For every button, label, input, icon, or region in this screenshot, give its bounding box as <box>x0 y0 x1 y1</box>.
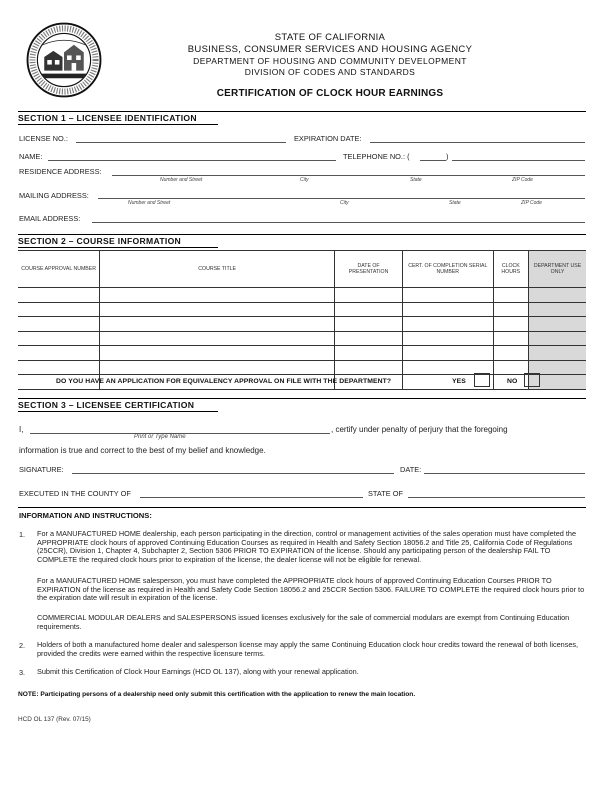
license-no-field[interactable] <box>76 142 286 143</box>
license-no-label: LICENSE NO.: <box>19 134 68 143</box>
equivalency-question: DO YOU HAVE AN APPLICATION FOR EQUIVALENCY APPROVAL ON FILE WITH THE DEPARTMENT? <box>56 378 392 385</box>
item1-paragraph2: For a MANUFACTURED HOME salesperson, you must have completed the APPROPRIATE clock hours of approved Continuing Education Courses PRIOR TO EXPIRATION of the license as required in Health and Safety Code Section 18056.2 and 25CCR Section 5306. FAILURE TO COMPLETE the required clock hours prior to the expiration date will result in expiration of the license. <box>37 576 585 603</box>
area-code-field[interactable] <box>420 160 446 161</box>
header-department: DEPARTMENT OF HOUSING AND COMMUNITY DEVELOPMENT <box>193 56 467 66</box>
residence-sub-zip: ZIP Code <box>512 177 533 183</box>
mailing-sub-zip: ZIP Code <box>521 200 542 206</box>
date-label: DATE: <box>400 465 422 474</box>
name-field[interactable] <box>48 160 336 161</box>
col-course-approval-number: COURSE APPROVAL NUMBER <box>18 251 100 288</box>
no-checkbox[interactable] <box>524 373 540 387</box>
email-address-label: EMAIL ADDRESS: <box>19 214 81 223</box>
table-row <box>18 288 586 303</box>
mailing-address-label: MAILING ADDRESS: <box>19 191 89 200</box>
signature-label: SIGNATURE: <box>19 465 64 474</box>
department-seal-logo <box>26 22 102 98</box>
table-row <box>18 331 586 346</box>
col-clock-hours: CLOCK HOURS <box>493 251 529 288</box>
section1-heading: SECTION 1 – LICENSEE IDENTIFICATION <box>18 111 586 123</box>
state-field[interactable] <box>408 497 585 498</box>
residence-sub-city: City <box>300 177 309 183</box>
section2-heading: SECTION 2 – COURSE INFORMATION <box>18 234 586 246</box>
header-division: DIVISION OF CODES AND STANDARDS <box>244 67 416 77</box>
item2-number: 2. <box>19 641 26 650</box>
residence-sub-state: State <box>410 177 422 183</box>
residence-address-label: RESIDENCE ADDRESS: <box>19 167 102 176</box>
form-number: HCD OL 137 (Rev. 07/15) <box>18 716 91 723</box>
col-department-use-only: DEPARTMENT USE ONLY <box>529 251 586 288</box>
form-title: CERTIFICATION OF CLOCK HOUR EARNINGS <box>216 88 444 99</box>
certify-text: , certify under penalty of perjury that the foregoing <box>331 425 508 434</box>
mailing-address-field[interactable] <box>98 198 585 199</box>
telephone-label: TELEPHONE NO.: ( <box>343 152 410 161</box>
mailing-sub-state: State <box>449 200 461 206</box>
email-address-field[interactable] <box>92 222 585 223</box>
note-text: NOTE: Participating persons of a dealership need only submit this certification with the application to renew the main location. <box>18 691 416 698</box>
item2-paragraph: Holders of both a manufactured home dealer and salesperson license may apply the same Continuing Education clock hour credits toward the renewal of both licenses, provided the credits were earned within the respective licensure terms. <box>37 640 579 658</box>
county-field[interactable] <box>140 497 363 498</box>
mailing-sub-street: Number and Street <box>128 200 171 206</box>
mailing-sub-city: City <box>340 200 349 206</box>
telephone-close-paren: ) <box>446 152 449 161</box>
table-row <box>18 317 586 332</box>
table-row <box>18 360 586 375</box>
header-agency: BUSINESS, CONSUMER SERVICES AND HOUSING AGENCY <box>187 44 473 55</box>
residence-address-field[interactable] <box>112 175 585 176</box>
expiration-date-label: EXPIRATION DATE: <box>294 134 362 143</box>
signature-field[interactable] <box>72 473 394 474</box>
expiration-date-field[interactable] <box>370 142 585 143</box>
item3-number: 3. <box>19 668 26 677</box>
section3-heading: SECTION 3 – LICENSEE CERTIFICATION <box>18 398 586 410</box>
item1-number: 1. <box>19 530 26 539</box>
col-course-title: COURSE TITLE <box>100 251 335 288</box>
instructions-heading: INFORMATION AND INSTRUCTIONS: <box>19 511 152 520</box>
item1-paragraph1: For a MANUFACTURED HOME dealership, each person participating in the direction, control or management activities of the sales operation must have completed the APPROPRIATE clock hours of approved Continuing Education Courses as required in Health and Safety Section 18056.2 and Title 25, California Code of Regulations (25CCR), Division 1, Chapter 4, Subchapter 2, Section 5306 PRIOR TO EXPIRATION of the license. Should any participating person of the dealership FAIL TO COMPLETE the required clock hours prior to expiration of the license, the dealer license will not be eligible for renewal. <box>37 529 577 564</box>
table-row <box>18 302 586 317</box>
item1-paragraph3: COMMERCIAL MODULAR DEALERS and SALESPERSONS issued licenses exclusively for the sale of commercial modulars are exempt from Continuing Education requirements. <box>37 613 570 631</box>
i-label: I, <box>19 425 24 434</box>
telephone-field[interactable] <box>452 160 585 161</box>
date-field[interactable] <box>424 473 585 474</box>
residence-sub-street: Number and Street <box>160 177 203 183</box>
state-of-label: STATE OF <box>368 489 404 498</box>
name-label: NAME: <box>19 152 43 161</box>
col-date-of-presentation: DATE OF PRESENTATION <box>335 251 403 288</box>
executed-county-label: EXECUTED IN THE COUNTY OF <box>19 489 131 498</box>
table-row <box>18 346 586 361</box>
true-correct-text: information is true and correct to the best of my belief and knowledge. <box>19 446 266 455</box>
yes-checkbox[interactable] <box>474 373 490 387</box>
no-label: NO <box>507 378 518 385</box>
course-table-body <box>18 288 586 390</box>
course-table <box>18 250 586 390</box>
header-state: STATE OF CALIFORNIA <box>274 32 386 43</box>
print-name-caption: Print or Type Name <box>134 434 186 440</box>
item3-paragraph: Submit this Certification of Clock Hour Earnings (HCD OL 137), along with your renewal application. <box>37 667 359 676</box>
col-cert-serial-number: CERT. OF COMPLETION SERIAL NUMBER <box>403 251 493 288</box>
yes-label: YES <box>452 378 466 385</box>
